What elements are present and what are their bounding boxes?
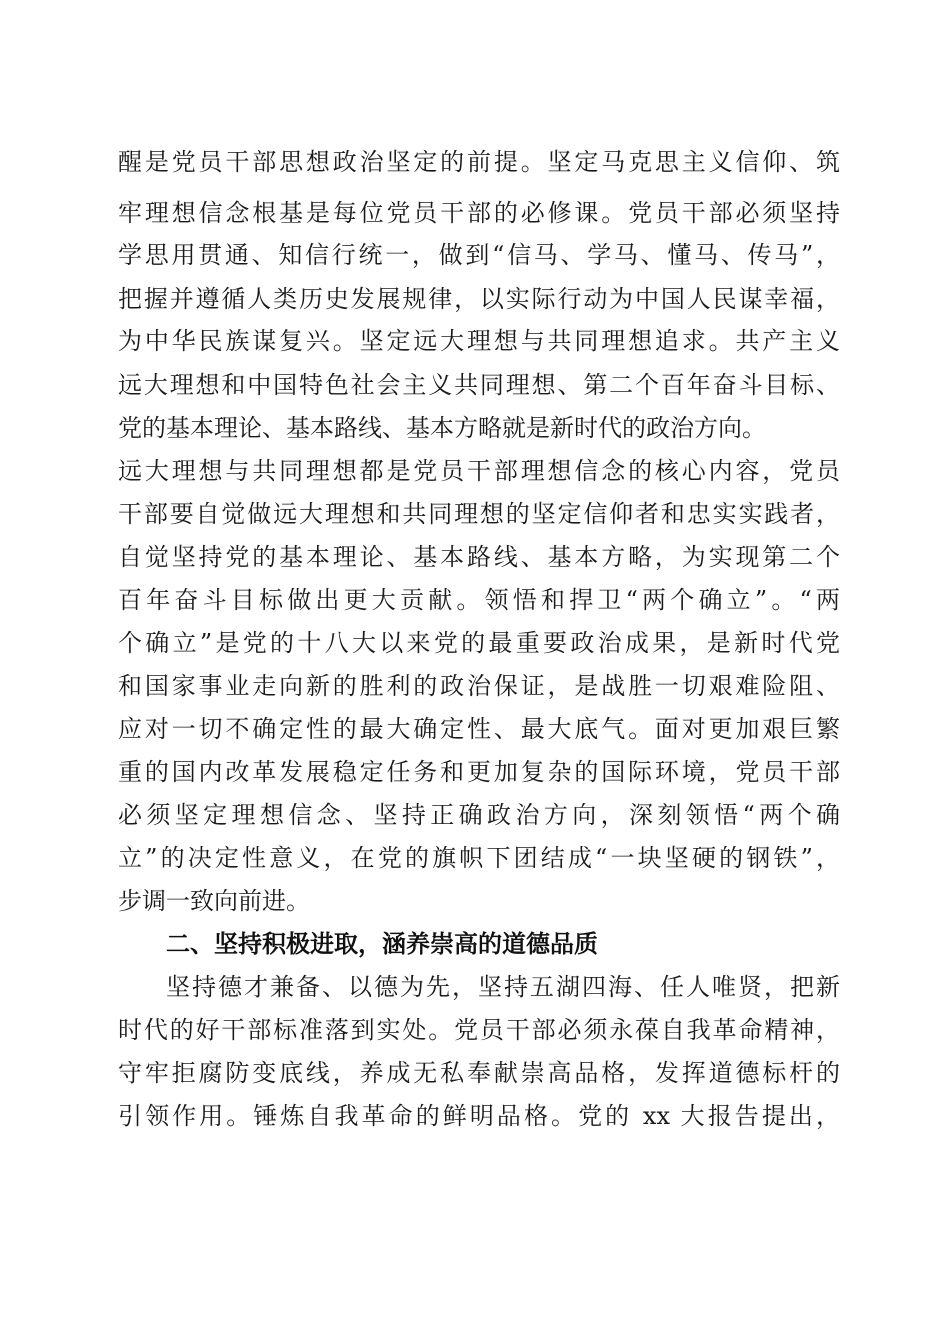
body-text-line: 必须坚定理想信念、坚持正确政治方向，深刻领悟“两个确 bbox=[118, 801, 840, 829]
body-text-line: 个确立”是党的十八大以来党的最重要政治成果，是新时代党 bbox=[118, 629, 840, 657]
body-text-line: 立”的决定性意义，在党的旗帜下团结成“一块坚硬的钢铁”， bbox=[118, 844, 840, 872]
section-heading: 二、坚持积极进取，涵养崇高的道德品质 bbox=[166, 930, 598, 958]
body-text-line: 为中华民族谋复兴。坚定远大理想与共同理想追求。共产主义 bbox=[118, 327, 840, 355]
body-text-line: 远大理想和中国特色社会主义共同理想、第二个百年奋斗目标、 bbox=[118, 371, 840, 399]
body-text-line: 守牢拒腐防变底线，养成无私奉献崇高品格，发挥道德标杆的 bbox=[118, 1059, 840, 1087]
body-text-line: 远大理想与共同理想都是党员干部理想信念的核心内容，党员 bbox=[118, 457, 840, 485]
body-text-line: 百年奋斗目标做出更大贡献。领悟和捍卫“两个确立”。“两 bbox=[118, 586, 840, 614]
body-text-line: 时代的好干部标准落到实处。党员干部必须永葆自我革命精神， bbox=[118, 1016, 840, 1044]
body-text-line: 步调一致向前进。 bbox=[118, 887, 310, 915]
body-text-line: 坚持德才兼备、以德为先，坚持五湖四海、任人唯贤，把新 bbox=[166, 973, 840, 1001]
body-text-line: 学思用贯通、知信行统一，做到“信马、学马、懂马、传马”， bbox=[118, 241, 840, 269]
body-text-line: 党的基本理论、基本路线、基本方略就是新时代的政治方向。 bbox=[118, 414, 766, 442]
body-text-line: 把握并遵循人类历史发展规律，以实际行动为中国人民谋幸福， bbox=[118, 285, 840, 313]
body-text-line: 干部要自觉做远大理想和共同理想的坚定信仰者和忠实实践者， bbox=[118, 500, 840, 528]
body-text-line: 引领作用。锤炼自我革命的鲜明品格。党的 xx 大报告提出， bbox=[118, 1102, 840, 1130]
body-text-line: 和国家事业走向新的胜利的政治保证，是战胜一切艰难险阻、 bbox=[118, 672, 840, 700]
body-text-line: 牢理想信念根基是每位党员干部的必修课。党员干部必须坚持 bbox=[118, 199, 840, 227]
body-text-line: 应对一切不确定性的最大确定性、最大底气。面对更加艰巨繁 bbox=[118, 715, 840, 743]
body-text-line: 自觉坚持党的基本理论、基本路线、基本方略，为实现第二个 bbox=[118, 543, 840, 571]
body-text-line: 重的国内改革发展稳定任务和更加复杂的国际环境，党员干部 bbox=[118, 758, 840, 786]
body-text-line: 醒是党员干部思想政治坚定的前提。坚定马克思主义信仰、筑 bbox=[118, 148, 840, 176]
